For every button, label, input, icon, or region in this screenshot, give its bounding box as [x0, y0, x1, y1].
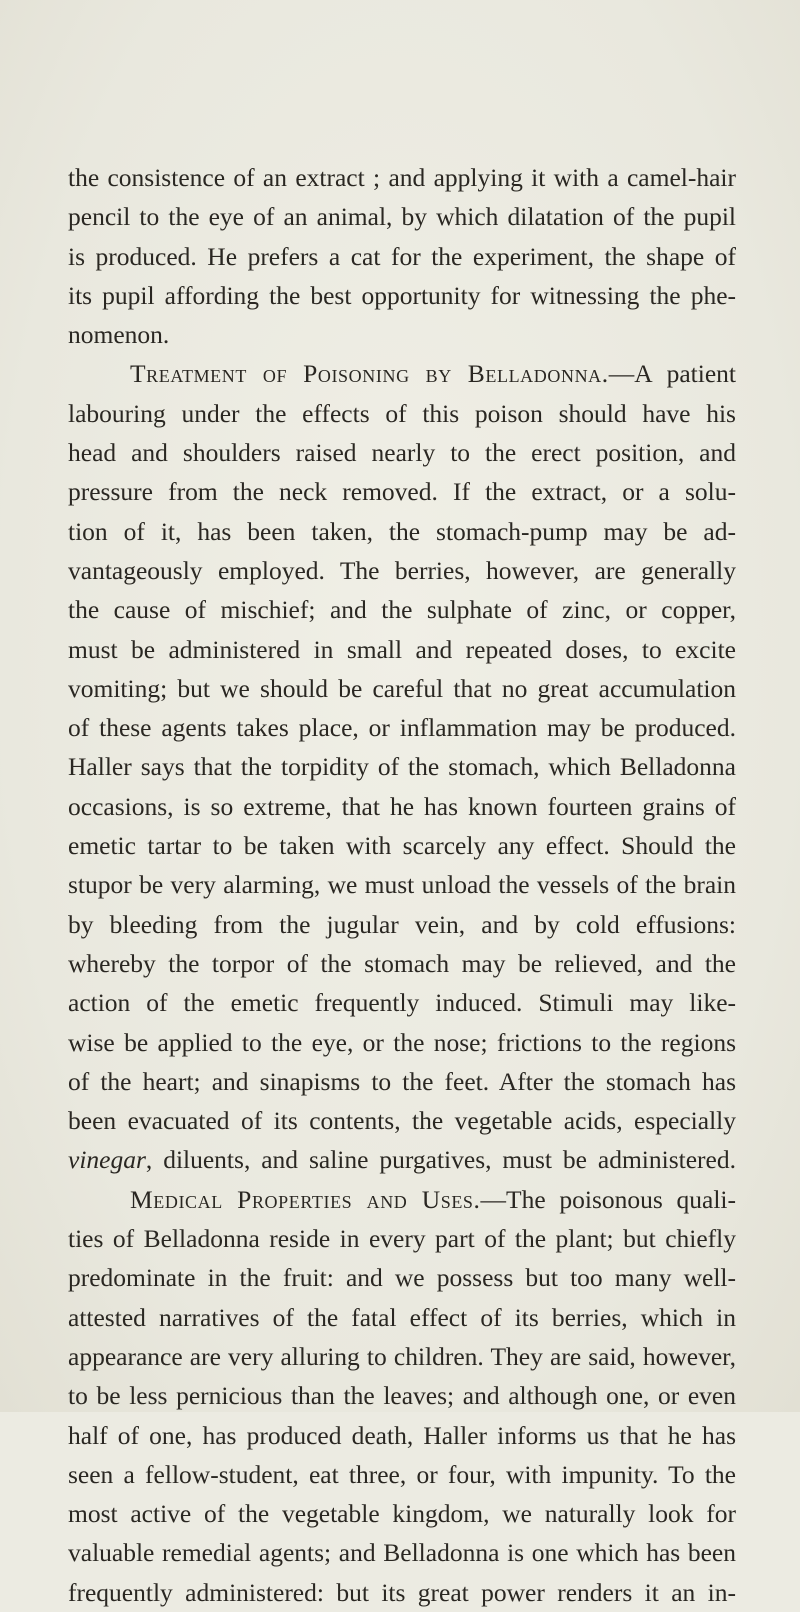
text-line — [68, 1337, 736, 1376]
text-segment: , diluents, and saline purgatives, must be administered. — [145, 1145, 736, 1175]
text-line — [68, 983, 736, 1022]
text-line — [68, 1101, 736, 1140]
text-line — [68, 1494, 736, 1533]
text-line — [68, 1533, 736, 1572]
text-segment: occasions, is so extreme, that he has known fourteen grains of — [68, 791, 736, 821]
text-line — [68, 433, 736, 472]
text-line — [68, 1298, 736, 1337]
text-line — [68, 1180, 736, 1219]
text-line — [68, 551, 736, 590]
section-heading: Treatment of Poisoning by Belladonna. — [130, 359, 609, 389]
text-segment: of the heart; and sinapisms to the feet. After the stomach has — [68, 1066, 736, 1096]
text-segment: the consistence of an extract ; and applying it with a camel-hair — [68, 163, 736, 192]
text-line — [68, 590, 736, 629]
text-line — [68, 1062, 736, 1101]
text-line — [68, 826, 736, 865]
text-line — [68, 708, 736, 747]
text-segment: seen a fellow-student, eat three, or four, with impunity. To the — [68, 1459, 736, 1489]
text-segment: most active of the vegetable kingdom, we naturally look for — [68, 1499, 736, 1529]
text-segment: tion of it, has been taken, the stomach-pump may be ad- — [68, 516, 736, 546]
text-segment: vantageously employed. The berries, however, are generally — [68, 555, 736, 585]
text-segment: labouring under the effects of this poison should have his — [68, 398, 736, 428]
text-line — [68, 276, 736, 315]
text-line — [68, 315, 736, 354]
text-segment: is produced. He prefers a cat for the experiment, the shape of — [68, 241, 736, 271]
text-segment: of these agents takes place, or inflammation may be produced. — [68, 713, 736, 743]
text-line — [68, 472, 736, 511]
text-line — [68, 1258, 736, 1297]
text-segment: been evacuated of its contents, the vegetable acids, especially — [68, 1106, 736, 1136]
text-segment: half of one, has produced death, Haller informs us that he has — [68, 1420, 736, 1450]
text-segment: to be less pernicious than the leaves; and although one, or even — [68, 1381, 736, 1411]
italic-text: vinegar — [68, 1145, 146, 1175]
text-line — [68, 1573, 736, 1612]
text-segment: pencil to the eye of an animal, by which dilatation of the pupil — [68, 202, 736, 232]
text-line — [68, 197, 736, 236]
text-line — [68, 237, 736, 276]
text-line — [68, 787, 736, 826]
text-segment: vomiting; but we should be careful that no great accumulation — [68, 673, 736, 703]
text-line — [68, 630, 736, 669]
text-line — [68, 865, 736, 904]
text-line — [68, 1416, 736, 1455]
text-line — [68, 669, 736, 708]
text-segment: nomenon. — [68, 320, 170, 350]
text-line — [68, 354, 736, 393]
text-segment: —The poisonous quali- — [480, 1184, 736, 1214]
text-segment: frequently administered: but its great power renders it an in- — [68, 1577, 736, 1607]
text-segment: attested narratives of the fatal effect of its berries, which in — [68, 1302, 736, 1332]
text-line — [68, 1023, 736, 1062]
text-segment: —A patient — [608, 359, 737, 389]
text-line — [68, 158, 736, 197]
text-line — [68, 394, 736, 433]
text-segment: its pupil affording the best opportunity for witnessing the phe- — [68, 280, 736, 310]
text-segment: by bleeding from the jugular vein, and by cold effusions: — [68, 909, 736, 939]
text-segment: whereby the torpor of the stomach may be relieved, and the — [68, 948, 736, 978]
text-segment: the cause of mischief; and the sulphate of zinc, or copper, — [68, 595, 736, 625]
text-line — [68, 1140, 736, 1179]
text-segment: head and shoulders raised nearly to the erect position, and — [68, 438, 736, 468]
text-segment: emetic tartar to be taken with scarcely any effect. Should the — [68, 831, 736, 861]
text-line — [68, 512, 736, 551]
text-segment: valuable remedial agents; and Belladonna is one which has been — [68, 1538, 736, 1568]
text-line — [68, 944, 736, 983]
page-text-block — [68, 158, 736, 1612]
text-segment: Haller says that the torpidity of the stomach, which Belladonna — [68, 752, 736, 782]
text-segment: predominate in the fruit: and we possess but too many well- — [68, 1263, 736, 1293]
text-segment: action of the emetic frequently induced. Stimuli may like- — [68, 988, 736, 1018]
text-line — [68, 905, 736, 944]
text-segment: pressure from the neck removed. If the extract, or a solu- — [68, 477, 736, 507]
text-segment: wise be applied to the eye, or the nose; frictions to the regions — [68, 1027, 736, 1057]
text-segment: stupor be very alarming, we must unload the vessels of the brain — [68, 870, 736, 900]
section-heading: Medical Properties and Uses. — [130, 1184, 481, 1214]
text-line — [68, 747, 736, 786]
text-segment: appearance are very alluring to children. They are said, however, — [68, 1341, 736, 1371]
text-line — [68, 1455, 736, 1494]
text-line — [68, 1219, 736, 1258]
text-line — [68, 1376, 736, 1415]
text-segment: must be administered in small and repeated doses, to excite — [68, 634, 736, 664]
text-segment: ties of Belladonna reside in every part of the plant; but chiefly — [68, 1224, 736, 1254]
